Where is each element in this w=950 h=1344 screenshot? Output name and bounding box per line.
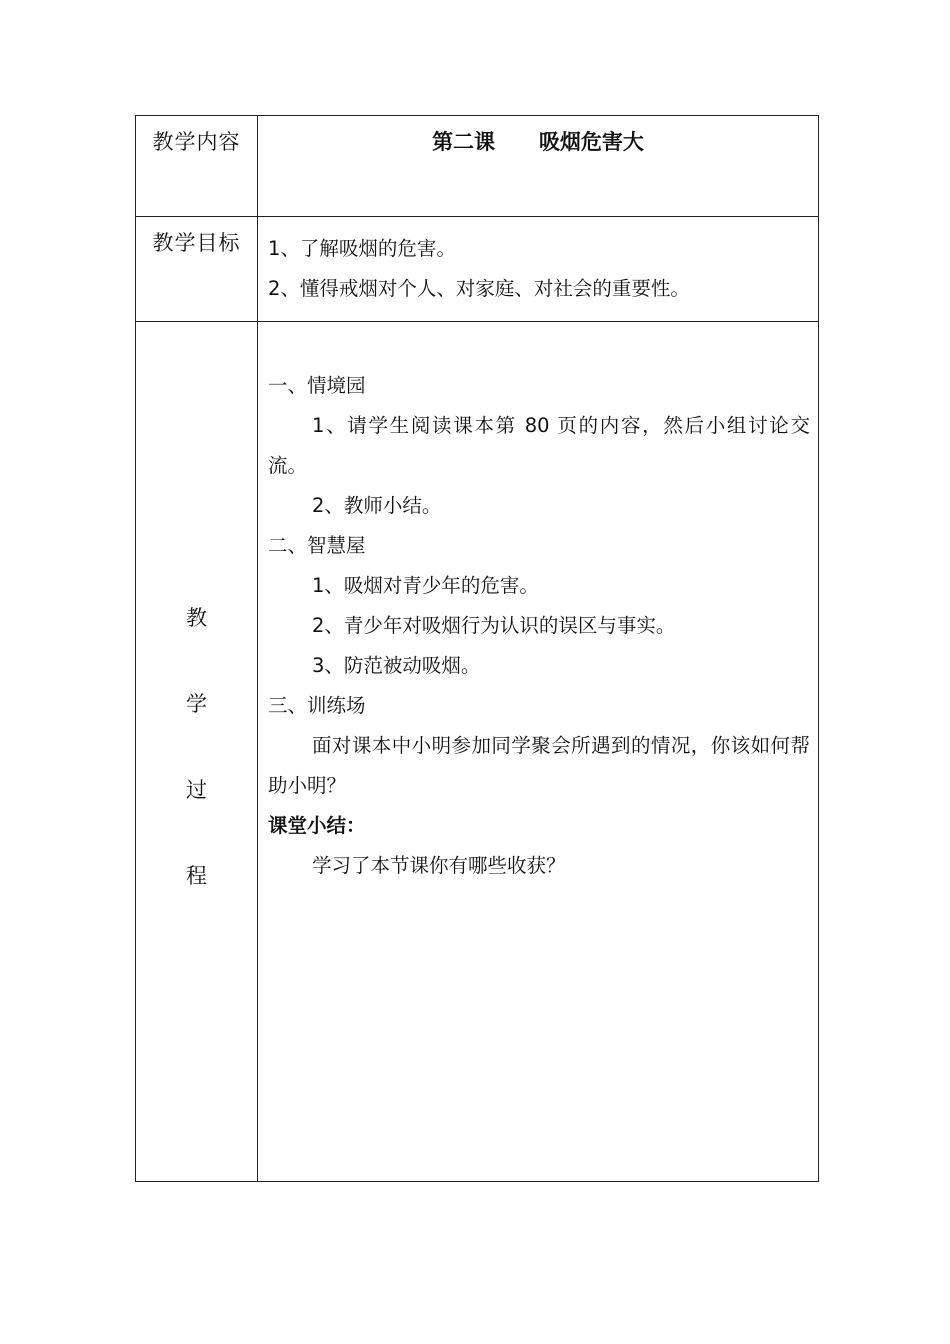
process-label-char: 程 (186, 864, 207, 888)
cell-process-label (136, 322, 258, 1182)
process-label (136, 322, 257, 948)
section-heading: 三、训练场 (268, 694, 366, 717)
goal-item: 2、懂得戒烟对个人、对家庭、对社会的重要性。 (268, 277, 690, 300)
lesson-title (258, 116, 818, 156)
section-item: 面对课本中小明参加同学聚会所遇到的情况，你该如何帮助小明？ (268, 734, 810, 797)
goal-item: 1、了解吸烟的危害。 (268, 237, 456, 260)
lesson-number: 第二课 (432, 130, 496, 154)
section-heading: 二、智慧屋 (268, 534, 366, 557)
content-label: 教学内容 (152, 130, 241, 154)
section-item: 1、请学生阅读课本第 80 页的内容，然后小组讨论交流。 (268, 414, 810, 477)
cell-lesson-title (258, 116, 819, 217)
lesson-topic: 吸烟危害大 (538, 130, 644, 154)
cell-goals-label (136, 217, 258, 322)
goal-list (258, 217, 818, 309)
row-teaching-process (136, 322, 819, 1182)
goals-label: 教学目标 (152, 231, 241, 255)
cell-content-label (136, 116, 258, 217)
summary-item: 学习了本节课你有哪些收获？ (312, 854, 566, 877)
process-label-char: 教 (186, 606, 207, 630)
section-item: 1、吸烟对青少年的危害。 (312, 574, 539, 597)
section-item: 2、青少年对吸烟行为认识的误区与事实。 (312, 614, 676, 637)
process-label-char: 过 (186, 778, 207, 802)
section-item: 2、教师小结。 (312, 494, 442, 517)
lesson-plan-table (135, 115, 819, 1182)
row-teaching-goals (136, 217, 819, 322)
cell-process-body (258, 322, 819, 1182)
section-item: 3、防范被动吸烟。 (312, 654, 481, 677)
row-teaching-content (136, 116, 819, 217)
process-label-char: 学 (186, 692, 207, 716)
process-body (258, 322, 818, 886)
section-heading: 一、情境园 (268, 374, 366, 397)
cell-goals (258, 217, 819, 322)
summary-heading: 课堂小结： (268, 814, 366, 837)
